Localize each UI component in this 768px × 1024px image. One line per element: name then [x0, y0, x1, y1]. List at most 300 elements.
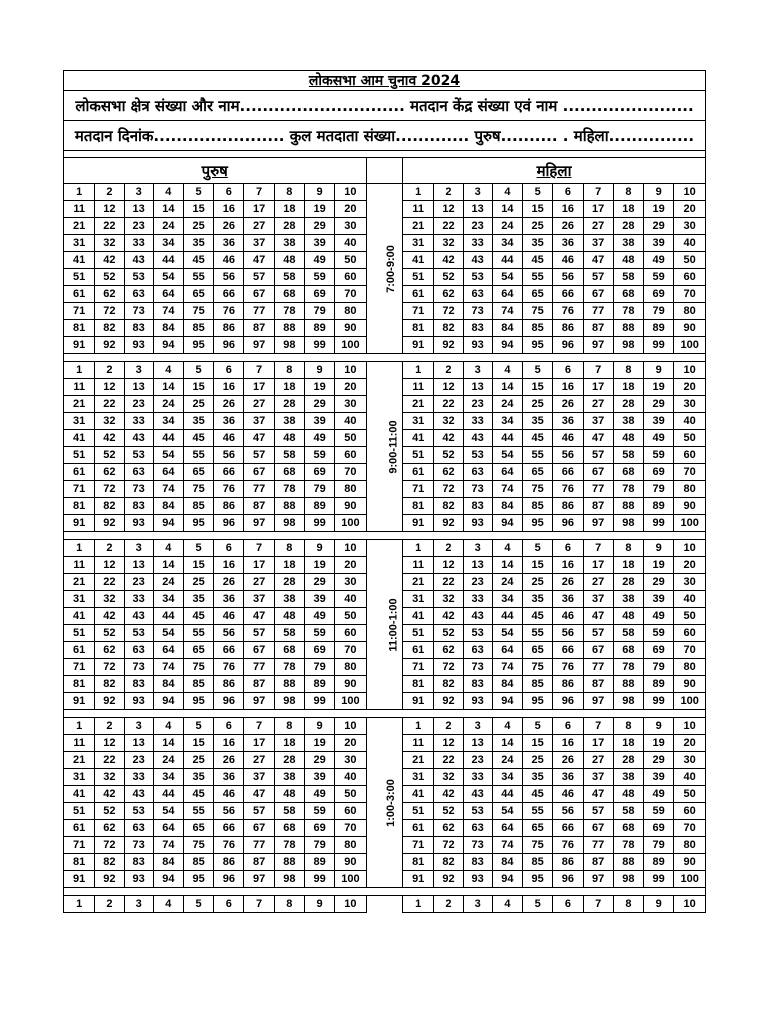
female-count-cell[interactable]: 99	[644, 693, 674, 710]
female-count-cell[interactable]: 40	[674, 769, 706, 786]
male-count-cell[interactable]: 71	[64, 303, 95, 320]
female-count-cell[interactable]: 16	[553, 379, 583, 396]
female-count-cell[interactable]: 79	[644, 481, 674, 498]
male-count-cell[interactable]: 47	[244, 430, 274, 447]
female-count-cell[interactable]: 87	[583, 854, 613, 871]
male-count-cell[interactable]: 51	[64, 625, 95, 642]
male-count-cell[interactable]: 7	[244, 718, 274, 735]
female-count-cell[interactable]: 82	[434, 676, 463, 693]
male-count-cell[interactable]: 86	[214, 498, 244, 515]
male-count-cell[interactable]: 95	[183, 337, 213, 354]
female-count-cell[interactable]: 51	[403, 625, 434, 642]
male-count-cell[interactable]: 94	[153, 515, 183, 532]
male-count-cell[interactable]: 71	[64, 837, 95, 854]
male-count-cell[interactable]: 14	[153, 735, 183, 752]
male-count-cell[interactable]: 47	[244, 608, 274, 625]
female-count-cell[interactable]: 85	[523, 854, 553, 871]
male-count-cell[interactable]: 91	[64, 337, 95, 354]
female-count-cell[interactable]: 67	[583, 642, 613, 659]
female-count-cell[interactable]: 33	[463, 413, 492, 430]
male-count-cell[interactable]: 10	[335, 896, 366, 913]
female-count-cell[interactable]: 6	[553, 362, 583, 379]
female-count-cell[interactable]: 81	[403, 498, 434, 515]
female-count-cell[interactable]: 93	[463, 515, 492, 532]
male-count-cell[interactable]: 34	[153, 413, 183, 430]
male-count-cell[interactable]: 67	[244, 464, 274, 481]
female-count-cell[interactable]: 90	[674, 676, 706, 693]
female-count-cell[interactable]: 58	[613, 447, 643, 464]
female-count-cell[interactable]: 20	[674, 379, 706, 396]
female-count-cell[interactable]: 22	[434, 218, 463, 235]
female-count-cell[interactable]: 83	[463, 320, 492, 337]
male-count-cell[interactable]: 73	[124, 303, 153, 320]
male-count-cell[interactable]: 49	[304, 252, 334, 269]
male-count-cell[interactable]: 42	[95, 786, 124, 803]
male-count-cell[interactable]: 72	[95, 481, 124, 498]
female-count-cell[interactable]: 56	[553, 447, 583, 464]
female-count-cell[interactable]: 47	[583, 786, 613, 803]
female-count-cell[interactable]: 5	[523, 540, 553, 557]
male-count-cell[interactable]: 27	[244, 574, 274, 591]
male-count-cell[interactable]: 83	[124, 854, 153, 871]
female-count-cell[interactable]: 80	[674, 481, 706, 498]
female-count-cell[interactable]: 65	[523, 642, 553, 659]
female-count-cell[interactable]: 86	[553, 498, 583, 515]
female-count-cell[interactable]: 83	[463, 854, 492, 871]
male-count-cell[interactable]: 67	[244, 642, 274, 659]
male-count-cell[interactable]: 24	[153, 218, 183, 235]
female-count-cell[interactable]: 52	[434, 447, 463, 464]
female-count-cell[interactable]: 42	[434, 608, 463, 625]
female-count-cell[interactable]: 17	[583, 201, 613, 218]
female-count-cell[interactable]: 41	[403, 786, 434, 803]
female-count-cell[interactable]: 57	[583, 269, 613, 286]
male-count-cell[interactable]: 22	[95, 752, 124, 769]
male-count-cell[interactable]: 37	[244, 769, 274, 786]
male-count-cell[interactable]: 17	[244, 201, 274, 218]
female-count-cell[interactable]: 42	[434, 430, 463, 447]
female-count-cell[interactable]: 6	[553, 718, 583, 735]
male-count-cell[interactable]: 46	[214, 252, 244, 269]
male-count-cell[interactable]: 96	[214, 871, 244, 888]
male-count-cell[interactable]: 17	[244, 379, 274, 396]
female-count-cell[interactable]: 42	[434, 252, 463, 269]
male-count-cell[interactable]: 56	[214, 269, 244, 286]
female-count-cell[interactable]: 45	[523, 786, 553, 803]
female-count-cell[interactable]: 79	[644, 303, 674, 320]
male-count-cell[interactable]: 43	[124, 252, 153, 269]
female-count-cell[interactable]: 81	[403, 854, 434, 871]
male-count-cell[interactable]: 72	[95, 837, 124, 854]
female-count-cell[interactable]: 30	[674, 574, 706, 591]
female-count-cell[interactable]: 23	[463, 574, 492, 591]
male-count-cell[interactable]: 44	[153, 608, 183, 625]
female-count-cell[interactable]: 26	[553, 218, 583, 235]
female-count-cell[interactable]: 66	[553, 286, 583, 303]
male-count-cell[interactable]: 84	[153, 854, 183, 871]
female-count-cell[interactable]: 17	[583, 379, 613, 396]
male-count-cell[interactable]: 98	[274, 871, 304, 888]
male-count-cell[interactable]: 100	[335, 337, 366, 354]
female-count-cell[interactable]: 3	[463, 362, 492, 379]
male-count-cell[interactable]: 12	[95, 557, 124, 574]
female-count-cell[interactable]: 5	[523, 896, 553, 913]
male-count-cell[interactable]: 94	[153, 871, 183, 888]
male-count-cell[interactable]: 53	[124, 803, 153, 820]
female-count-cell[interactable]: 59	[644, 269, 674, 286]
female-count-cell[interactable]: 19	[644, 735, 674, 752]
male-count-cell[interactable]: 21	[64, 218, 95, 235]
female-count-cell[interactable]: 93	[463, 337, 492, 354]
female-count-cell[interactable]: 84	[492, 498, 522, 515]
male-count-cell[interactable]: 50	[335, 786, 366, 803]
male-count-cell[interactable]: 31	[64, 235, 95, 252]
female-count-cell[interactable]: 76	[553, 659, 583, 676]
female-count-cell[interactable]: 87	[583, 676, 613, 693]
female-count-cell[interactable]: 45	[523, 430, 553, 447]
female-count-cell[interactable]: 93	[463, 693, 492, 710]
female-count-cell[interactable]: 44	[492, 786, 522, 803]
male-count-cell[interactable]: 2	[95, 896, 124, 913]
male-count-cell[interactable]: 45	[183, 786, 213, 803]
female-count-cell[interactable]: 10	[674, 362, 706, 379]
female-count-cell[interactable]: 4	[492, 184, 522, 201]
male-count-cell[interactable]: 24	[153, 752, 183, 769]
female-count-cell[interactable]: 26	[553, 396, 583, 413]
female-count-cell[interactable]: 97	[583, 693, 613, 710]
female-count-cell[interactable]: 82	[434, 854, 463, 871]
male-count-cell[interactable]: 81	[64, 498, 95, 515]
female-count-cell[interactable]: 91	[403, 515, 434, 532]
female-count-cell[interactable]: 41	[403, 430, 434, 447]
male-count-cell[interactable]: 42	[95, 608, 124, 625]
male-count-cell[interactable]: 7	[244, 896, 274, 913]
female-count-cell[interactable]: 59	[644, 803, 674, 820]
female-count-cell[interactable]: 67	[583, 286, 613, 303]
female-count-cell[interactable]: 19	[644, 201, 674, 218]
female-count-cell[interactable]: 14	[492, 735, 522, 752]
female-count-cell[interactable]: 25	[523, 574, 553, 591]
female-count-cell[interactable]: 15	[523, 735, 553, 752]
female-count-cell[interactable]: 97	[583, 515, 613, 532]
female-count-cell[interactable]: 55	[523, 269, 553, 286]
female-count-cell[interactable]: 81	[403, 320, 434, 337]
male-count-cell[interactable]: 27	[244, 752, 274, 769]
male-count-cell[interactable]: 54	[153, 803, 183, 820]
male-count-cell[interactable]: 43	[124, 786, 153, 803]
male-count-cell[interactable]: 32	[95, 769, 124, 786]
male-count-cell[interactable]: 9	[304, 718, 334, 735]
female-count-cell[interactable]: 50	[674, 252, 706, 269]
female-count-cell[interactable]: 7	[583, 718, 613, 735]
female-count-cell[interactable]: 14	[492, 557, 522, 574]
male-count-cell[interactable]: 98	[274, 693, 304, 710]
female-count-cell[interactable]: 31	[403, 591, 434, 608]
male-count-cell[interactable]: 63	[124, 464, 153, 481]
male-count-cell[interactable]: 15	[183, 201, 213, 218]
male-count-cell[interactable]: 79	[304, 659, 334, 676]
male-count-cell[interactable]: 28	[274, 396, 304, 413]
male-count-cell[interactable]: 33	[124, 769, 153, 786]
female-count-cell[interactable]: 26	[553, 752, 583, 769]
male-count-cell[interactable]: 90	[335, 676, 366, 693]
male-count-cell[interactable]: 16	[214, 735, 244, 752]
female-count-cell[interactable]: 51	[403, 803, 434, 820]
female-count-cell[interactable]: 98	[613, 337, 643, 354]
male-count-cell[interactable]: 19	[304, 735, 334, 752]
male-count-cell[interactable]: 8	[274, 362, 304, 379]
male-count-cell[interactable]: 77	[244, 303, 274, 320]
female-count-cell[interactable]: 29	[644, 574, 674, 591]
female-count-cell[interactable]: 19	[644, 379, 674, 396]
male-count-cell[interactable]: 10	[335, 718, 366, 735]
female-count-cell[interactable]: 70	[674, 820, 706, 837]
male-count-cell[interactable]: 48	[274, 786, 304, 803]
male-count-cell[interactable]: 57	[244, 269, 274, 286]
female-count-cell[interactable]: 91	[403, 337, 434, 354]
female-count-cell[interactable]: 58	[613, 803, 643, 820]
male-count-cell[interactable]: 99	[304, 693, 334, 710]
female-count-cell[interactable]: 74	[492, 303, 522, 320]
female-count-cell[interactable]: 94	[492, 693, 522, 710]
male-count-cell[interactable]: 25	[183, 752, 213, 769]
male-count-cell[interactable]: 76	[214, 481, 244, 498]
male-count-cell[interactable]: 18	[274, 557, 304, 574]
male-count-cell[interactable]: 7	[244, 362, 274, 379]
male-count-cell[interactable]: 88	[274, 498, 304, 515]
male-count-cell[interactable]: 9	[304, 540, 334, 557]
male-count-cell[interactable]: 35	[183, 591, 213, 608]
female-count-cell[interactable]: 44	[492, 430, 522, 447]
male-count-cell[interactable]: 47	[244, 252, 274, 269]
male-count-cell[interactable]: 45	[183, 252, 213, 269]
female-count-cell[interactable]: 64	[492, 464, 522, 481]
female-count-cell[interactable]: 49	[644, 252, 674, 269]
male-count-cell[interactable]: 28	[274, 752, 304, 769]
male-count-cell[interactable]: 83	[124, 320, 153, 337]
male-count-cell[interactable]: 4	[153, 184, 183, 201]
male-count-cell[interactable]: 28	[274, 218, 304, 235]
female-count-cell[interactable]: 39	[644, 591, 674, 608]
female-count-cell[interactable]: 96	[553, 871, 583, 888]
male-count-cell[interactable]: 51	[64, 269, 95, 286]
male-count-cell[interactable]: 23	[124, 752, 153, 769]
female-count-cell[interactable]: 20	[674, 557, 706, 574]
male-count-cell[interactable]: 41	[64, 608, 95, 625]
female-count-cell[interactable]: 88	[613, 854, 643, 871]
female-count-cell[interactable]: 39	[644, 413, 674, 430]
female-count-cell[interactable]: 15	[523, 557, 553, 574]
male-count-cell[interactable]: 76	[214, 837, 244, 854]
male-count-cell[interactable]: 45	[183, 608, 213, 625]
female-count-cell[interactable]: 26	[553, 574, 583, 591]
female-count-cell[interactable]: 9	[644, 184, 674, 201]
male-count-cell[interactable]: 17	[244, 557, 274, 574]
male-count-cell[interactable]: 63	[124, 286, 153, 303]
male-count-cell[interactable]: 33	[124, 235, 153, 252]
female-count-cell[interactable]: 76	[553, 303, 583, 320]
male-count-cell[interactable]: 70	[335, 820, 366, 837]
male-count-cell[interactable]: 68	[274, 286, 304, 303]
male-count-cell[interactable]: 80	[335, 837, 366, 854]
male-count-cell[interactable]: 66	[214, 286, 244, 303]
male-count-cell[interactable]: 29	[304, 574, 334, 591]
male-count-cell[interactable]: 4	[153, 718, 183, 735]
female-count-cell[interactable]: 1	[403, 184, 434, 201]
male-count-cell[interactable]: 75	[183, 481, 213, 498]
male-count-cell[interactable]: 3	[124, 896, 153, 913]
female-count-cell[interactable]: 78	[613, 303, 643, 320]
male-count-cell[interactable]: 13	[124, 379, 153, 396]
male-count-cell[interactable]: 81	[64, 676, 95, 693]
male-count-cell[interactable]: 61	[64, 642, 95, 659]
female-count-cell[interactable]: 30	[674, 752, 706, 769]
female-count-cell[interactable]: 9	[644, 718, 674, 735]
male-count-cell[interactable]: 46	[214, 786, 244, 803]
female-count-cell[interactable]: 12	[434, 379, 463, 396]
female-count-cell[interactable]: 62	[434, 464, 463, 481]
male-count-cell[interactable]: 59	[304, 803, 334, 820]
female-count-cell[interactable]: 4	[492, 540, 522, 557]
male-count-cell[interactable]: 87	[244, 854, 274, 871]
male-count-cell[interactable]: 62	[95, 642, 124, 659]
male-count-cell[interactable]: 47	[244, 786, 274, 803]
female-count-cell[interactable]: 53	[463, 625, 492, 642]
female-count-cell[interactable]: 16	[553, 735, 583, 752]
male-count-cell[interactable]: 94	[153, 693, 183, 710]
male-count-cell[interactable]: 89	[304, 676, 334, 693]
female-count-cell[interactable]: 18	[613, 735, 643, 752]
male-count-cell[interactable]: 62	[95, 464, 124, 481]
male-count-cell[interactable]: 74	[153, 837, 183, 854]
female-count-cell[interactable]: 24	[492, 752, 522, 769]
female-count-cell[interactable]: 25	[523, 752, 553, 769]
male-count-cell[interactable]: 99	[304, 337, 334, 354]
female-count-cell[interactable]: 78	[613, 481, 643, 498]
male-count-cell[interactable]: 78	[274, 837, 304, 854]
female-count-cell[interactable]: 51	[403, 269, 434, 286]
male-count-cell[interactable]: 65	[183, 464, 213, 481]
female-count-cell[interactable]: 4	[492, 362, 522, 379]
female-count-cell[interactable]: 100	[674, 337, 706, 354]
male-count-cell[interactable]: 21	[64, 396, 95, 413]
male-count-cell[interactable]: 89	[304, 854, 334, 871]
male-count-cell[interactable]: 57	[244, 447, 274, 464]
female-count-cell[interactable]: 63	[463, 464, 492, 481]
male-count-cell[interactable]: 9	[304, 362, 334, 379]
male-count-cell[interactable]: 91	[64, 871, 95, 888]
female-count-cell[interactable]: 79	[644, 659, 674, 676]
male-count-cell[interactable]: 10	[335, 362, 366, 379]
male-count-cell[interactable]: 8	[274, 718, 304, 735]
male-count-cell[interactable]: 78	[274, 659, 304, 676]
male-count-cell[interactable]: 36	[214, 235, 244, 252]
male-count-cell[interactable]: 80	[335, 659, 366, 676]
female-count-cell[interactable]: 27	[583, 218, 613, 235]
male-count-cell[interactable]: 34	[153, 235, 183, 252]
male-count-cell[interactable]: 13	[124, 735, 153, 752]
female-count-cell[interactable]: 69	[644, 642, 674, 659]
female-count-cell[interactable]: 46	[553, 786, 583, 803]
female-count-cell[interactable]: 53	[463, 803, 492, 820]
female-count-cell[interactable]: 96	[553, 337, 583, 354]
male-count-cell[interactable]: 90	[335, 854, 366, 871]
female-count-cell[interactable]: 83	[463, 498, 492, 515]
male-count-cell[interactable]: 58	[274, 803, 304, 820]
male-count-cell[interactable]: 62	[95, 820, 124, 837]
male-count-cell[interactable]: 80	[335, 303, 366, 320]
male-count-cell[interactable]: 86	[214, 676, 244, 693]
female-count-cell[interactable]: 78	[613, 837, 643, 854]
male-count-cell[interactable]: 99	[304, 515, 334, 532]
male-count-cell[interactable]: 48	[274, 252, 304, 269]
male-count-cell[interactable]: 22	[95, 396, 124, 413]
female-count-cell[interactable]: 44	[492, 252, 522, 269]
male-count-cell[interactable]: 13	[124, 557, 153, 574]
male-count-cell[interactable]: 53	[124, 447, 153, 464]
female-count-cell[interactable]: 68	[613, 464, 643, 481]
male-count-cell[interactable]: 70	[335, 464, 366, 481]
male-count-cell[interactable]: 70	[335, 642, 366, 659]
female-count-cell[interactable]: 37	[583, 769, 613, 786]
male-count-cell[interactable]: 1	[64, 184, 95, 201]
female-count-cell[interactable]: 59	[644, 447, 674, 464]
female-count-cell[interactable]: 23	[463, 396, 492, 413]
female-count-cell[interactable]: 22	[434, 574, 463, 591]
female-count-cell[interactable]: 66	[553, 642, 583, 659]
female-count-cell[interactable]: 29	[644, 396, 674, 413]
female-count-cell[interactable]: 5	[523, 184, 553, 201]
female-count-cell[interactable]: 82	[434, 320, 463, 337]
female-count-cell[interactable]: 18	[613, 379, 643, 396]
female-count-cell[interactable]: 25	[523, 218, 553, 235]
female-count-cell[interactable]: 78	[613, 659, 643, 676]
female-count-cell[interactable]: 33	[463, 769, 492, 786]
male-count-cell[interactable]: 15	[183, 557, 213, 574]
male-count-cell[interactable]: 25	[183, 396, 213, 413]
female-count-cell[interactable]: 99	[644, 337, 674, 354]
male-count-cell[interactable]: 59	[304, 269, 334, 286]
male-count-cell[interactable]: 98	[274, 515, 304, 532]
female-count-cell[interactable]: 40	[674, 235, 706, 252]
female-count-cell[interactable]: 47	[583, 252, 613, 269]
female-count-cell[interactable]: 35	[523, 769, 553, 786]
female-count-cell[interactable]: 24	[492, 218, 522, 235]
male-count-cell[interactable]: 56	[214, 803, 244, 820]
female-count-cell[interactable]: 61	[403, 642, 434, 659]
female-count-cell[interactable]: 22	[434, 752, 463, 769]
female-count-cell[interactable]: 49	[644, 786, 674, 803]
female-count-cell[interactable]: 67	[583, 820, 613, 837]
female-count-cell[interactable]: 71	[403, 837, 434, 854]
male-count-cell[interactable]: 66	[214, 464, 244, 481]
male-count-cell[interactable]: 26	[214, 218, 244, 235]
female-count-cell[interactable]: 75	[523, 303, 553, 320]
female-count-cell[interactable]: 50	[674, 430, 706, 447]
female-count-cell[interactable]: 38	[613, 413, 643, 430]
female-count-cell[interactable]: 92	[434, 693, 463, 710]
female-count-cell[interactable]: 88	[613, 676, 643, 693]
female-count-cell[interactable]: 28	[613, 752, 643, 769]
female-count-cell[interactable]: 63	[463, 642, 492, 659]
female-count-cell[interactable]: 17	[583, 557, 613, 574]
female-count-cell[interactable]: 81	[403, 676, 434, 693]
male-count-cell[interactable]: 66	[214, 820, 244, 837]
male-count-cell[interactable]: 85	[183, 320, 213, 337]
male-count-cell[interactable]: 76	[214, 659, 244, 676]
male-count-cell[interactable]: 52	[95, 803, 124, 820]
female-count-cell[interactable]: 2	[434, 540, 463, 557]
